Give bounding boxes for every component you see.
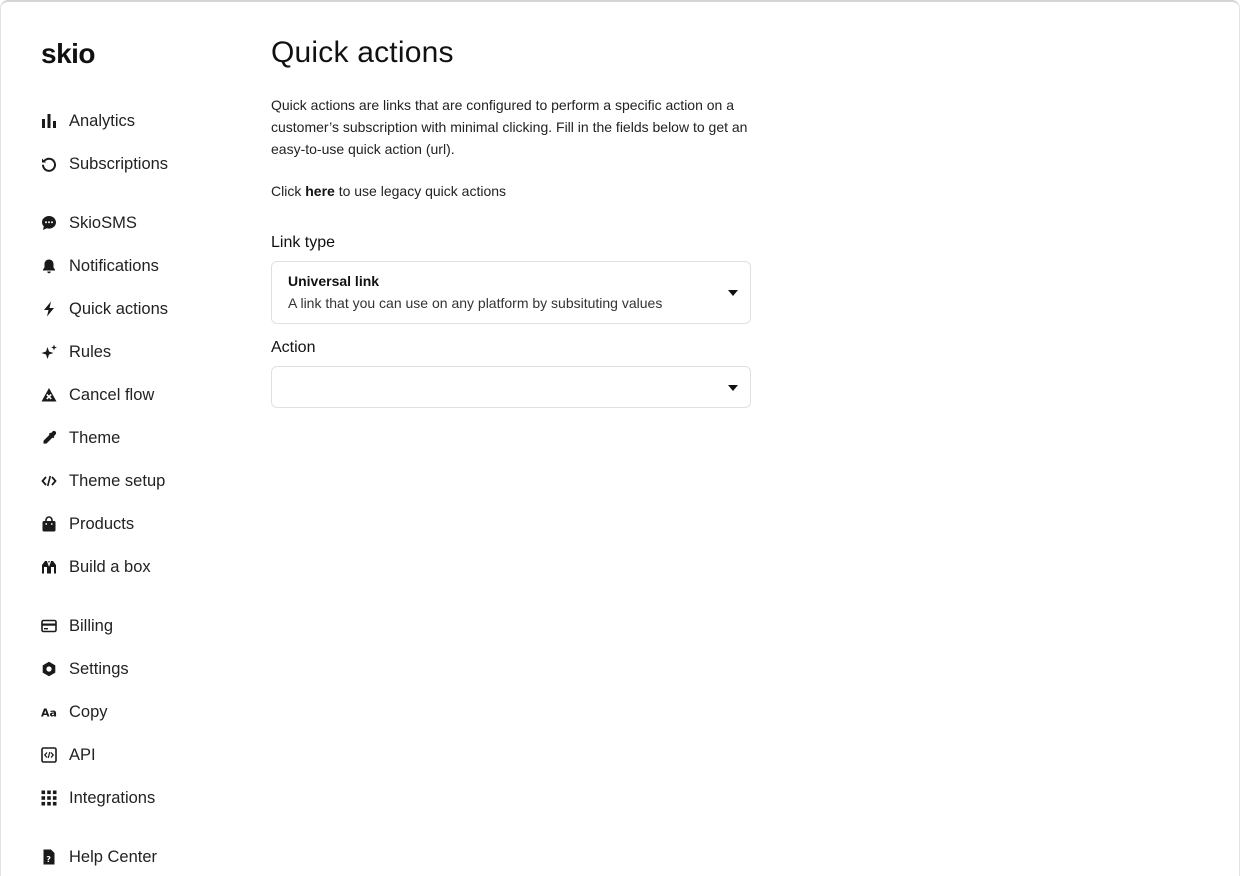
sidebar-item-label: Help Center — [69, 847, 158, 866]
legacy-quick-actions-link[interactable]: here — [305, 183, 335, 199]
action-label: Action — [271, 339, 316, 356]
sidebar-item-rules[interactable] — [41, 337, 231, 367]
legacy-suffix: to use legacy quick actions — [334, 183, 507, 199]
legacy-prefix: Click — [271, 183, 306, 199]
refresh-icon — [41, 156, 57, 172]
sidebar-item-label: Cancel flow — [69, 385, 155, 404]
sidebar-item-subscriptions[interactable] — [41, 149, 231, 179]
bar-chart-icon — [41, 113, 57, 129]
link-type-selected-subtitle: A link that you can use on any platform by subsituting values — [288, 295, 663, 311]
sidebar-item-label: Subscriptions — [69, 154, 169, 173]
sidebar-item-label: Notifications — [69, 256, 159, 275]
svg-text:?: ? — [46, 855, 51, 864]
sidebar-item-products[interactable] — [41, 509, 231, 539]
sidebar-item-theme-setup[interactable] — [41, 466, 231, 496]
sidebar-item-label: Build a box — [69, 557, 151, 576]
sidebar-item-label: SkioSMS — [69, 213, 137, 232]
sidebar-item-skiosms[interactable] — [41, 208, 231, 238]
sidebar-item-notifications[interactable] — [41, 251, 231, 281]
sidebar-item-label: Settings — [69, 659, 129, 678]
legacy-quick-actions-text — [271, 180, 506, 202]
action-select[interactable] — [271, 366, 751, 408]
sidebar-item-quick-actions[interactable] — [41, 294, 231, 324]
link-type-select[interactable] — [271, 261, 751, 324]
sidebar-item-build-a-box[interactable] — [41, 552, 231, 582]
link-type-selected-title: Universal link — [288, 273, 380, 289]
warning-triangle-icon — [41, 387, 57, 403]
api-code-icon — [41, 747, 57, 763]
chevron-down-icon — [728, 290, 738, 296]
skio-logo[interactable]: skio — [41, 38, 96, 69]
gear-icon — [41, 661, 57, 677]
box-icon — [41, 559, 57, 575]
shopping-bag-icon — [41, 516, 57, 532]
sidebar-item-cancel-flow[interactable] — [41, 380, 231, 410]
chat-bubble-icon — [41, 215, 57, 231]
lightning-icon — [41, 301, 57, 317]
sidebar-item-analytics[interactable] — [41, 106, 231, 136]
sidebar-item-api[interactable] — [41, 740, 231, 770]
sidebar-item-settings[interactable] — [41, 654, 231, 684]
sidebar-item-label: Rules — [69, 342, 112, 361]
credit-card-icon — [41, 618, 57, 634]
sidebar-item-label: Integrations — [69, 788, 156, 807]
page-description: Quick actions are links that are configured to perform a specific action on a customer’s subscription with minimal clicking. Fill in the fields below to get an easy-to-use quick action (url). — [271, 97, 748, 157]
sidebar-item-label: Billing — [69, 616, 114, 635]
chevron-down-icon — [728, 385, 738, 391]
eyedropper-icon — [41, 430, 57, 446]
code-icon — [41, 473, 57, 489]
sidebar-item-label: Quick actions — [69, 299, 169, 318]
sparkle-icon — [41, 344, 57, 360]
help-document-icon — [41, 849, 57, 865]
bell-icon — [41, 258, 57, 274]
grid-icon — [41, 790, 57, 806]
sidebar-item-label: API — [69, 745, 96, 764]
sidebar-item-billing[interactable] — [41, 611, 231, 641]
sidebar-item-label: Copy — [69, 702, 108, 721]
sidebar-item-help-center[interactable] — [41, 842, 231, 872]
text-aa-icon — [41, 704, 57, 720]
page-title: Quick actions — [271, 36, 454, 69]
sidebar-item-label: Theme setup — [69, 471, 166, 490]
sidebar-item-label: Products — [69, 514, 135, 533]
sidebar-item-integrations[interactable] — [41, 783, 231, 813]
sidebar-item-copy[interactable] — [41, 697, 231, 727]
sidebar-item-label: Analytics — [69, 111, 136, 130]
sidebar-item-label: Theme — [69, 428, 121, 447]
sidebar-item-theme[interactable] — [41, 423, 231, 453]
svg-text:Aa: Aa — [41, 706, 57, 720]
link-type-label: Link type — [271, 234, 336, 251]
